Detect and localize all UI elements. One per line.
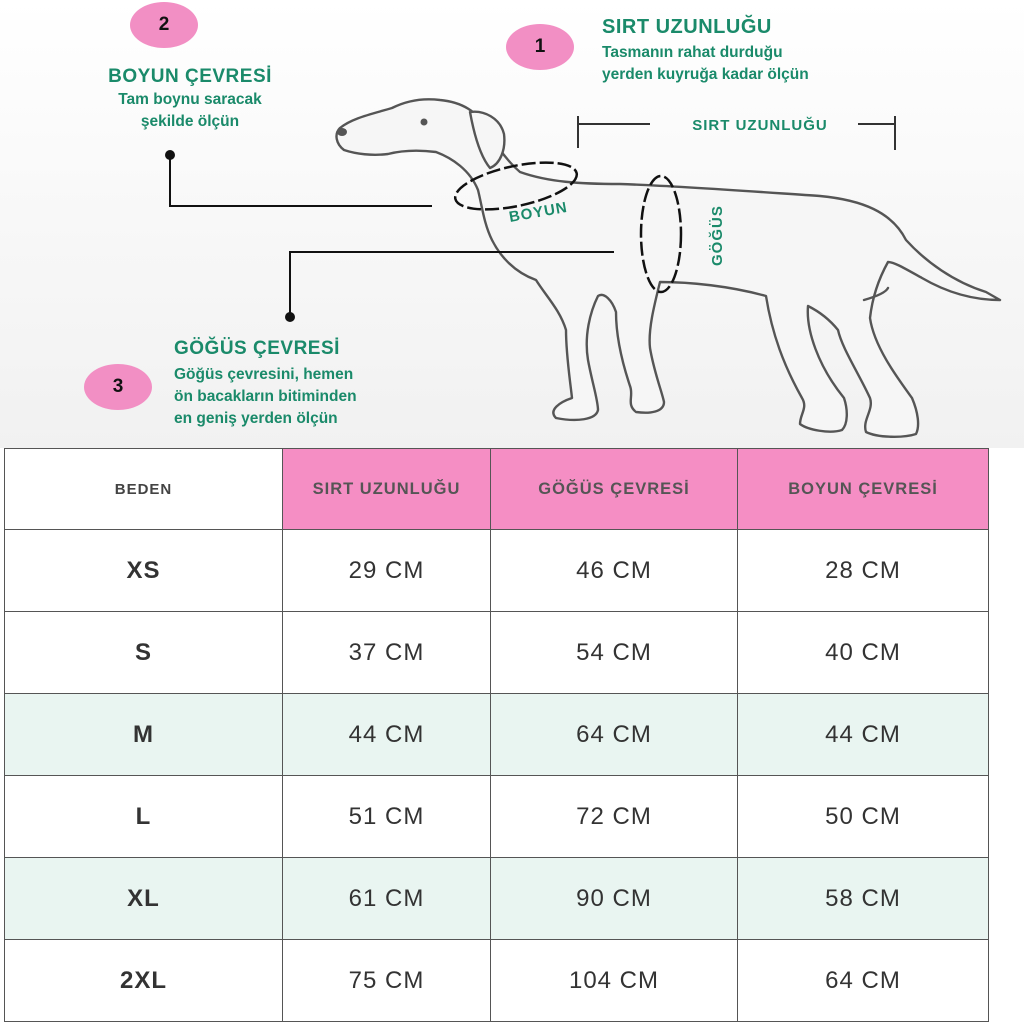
neck-cell: 50 CM [738, 776, 989, 858]
chest-cell: 54 CM [491, 612, 738, 694]
neck-leader-dot [165, 150, 175, 160]
size-cell: 2XL [5, 940, 283, 1022]
chest-cell: 104 CM [491, 940, 738, 1022]
dog-eye [421, 119, 428, 126]
badge-2: 2 [130, 2, 198, 48]
neck-title: BOYUN ÇEVRESİ [108, 66, 272, 87]
back-length-cell: 75 CM [283, 940, 491, 1022]
table-row [5, 612, 989, 694]
size-table [4, 448, 989, 1022]
neck-cell: 28 CM [738, 530, 989, 612]
size-cell: XS [5, 530, 283, 612]
header-neck: BOYUN ÇEVRESİ [738, 449, 989, 530]
badge-1: 1 [506, 24, 574, 70]
back-length-desc-line: Tasmanın rahat durduğu [602, 44, 783, 61]
dog-nose [337, 128, 347, 136]
chest-desc [174, 364, 357, 430]
chest-desc-line: en geniş yerden ölçün [174, 410, 338, 427]
back-length-cell: 61 CM [283, 858, 491, 940]
back-length-desc-line: yerden kuyruğa kadar ölçün [602, 66, 809, 83]
badge-3: 3 [84, 364, 152, 410]
neck-cell: 40 CM [738, 612, 989, 694]
chest-title: GÖĞÜS ÇEVRESİ [174, 338, 340, 359]
size-cell: XL [5, 858, 283, 940]
neck-desc [70, 89, 310, 133]
back-length-cell: 29 CM [283, 530, 491, 612]
chest-desc-line: ön bacakların bitiminden [174, 388, 357, 405]
chest-leader-dot [285, 312, 295, 322]
back-length-cell: 44 CM [283, 694, 491, 776]
chest-desc-line: Göğüs çevresini, hemen [174, 366, 354, 383]
table-row [5, 694, 989, 776]
neck-desc-line: şekilde ölçün [140, 113, 240, 130]
dog-outline [337, 99, 1000, 437]
neck-cell: 64 CM [738, 940, 989, 1022]
chest-cell: 64 CM [491, 694, 738, 776]
table-row [5, 776, 989, 858]
neck-cell: 58 CM [738, 858, 989, 940]
header-chest: GÖĞÜS ÇEVRESİ [491, 449, 738, 530]
back-length-cell: 37 CM [283, 612, 491, 694]
header-size: BEDEN [5, 449, 283, 530]
size-cell: L [5, 776, 283, 858]
chest-cell: 90 CM [491, 858, 738, 940]
back-length-cell: 51 CM [283, 776, 491, 858]
back-length-desc [602, 42, 809, 86]
chest-cell: 46 CM [491, 530, 738, 612]
table-row [5, 530, 989, 612]
chest-cell: 72 CM [491, 776, 738, 858]
back-length-title: SIRT UZUNLUĞU [602, 16, 772, 38]
chest-label: GÖĞÜS [709, 205, 726, 266]
table-row [5, 858, 989, 940]
size-cell: M [5, 694, 283, 776]
back-length-label: SIRT UZUNLUĞU [692, 117, 828, 134]
size-cell: S [5, 612, 283, 694]
table-row [5, 940, 989, 1022]
header-back-length: SIRT UZUNLUĞU [283, 449, 491, 530]
neck-label: BOYUN [507, 198, 569, 226]
table-header-row [5, 449, 989, 530]
neck-desc-line: Tam boynu saracak [118, 91, 262, 108]
neck-cell: 44 CM [738, 694, 989, 776]
